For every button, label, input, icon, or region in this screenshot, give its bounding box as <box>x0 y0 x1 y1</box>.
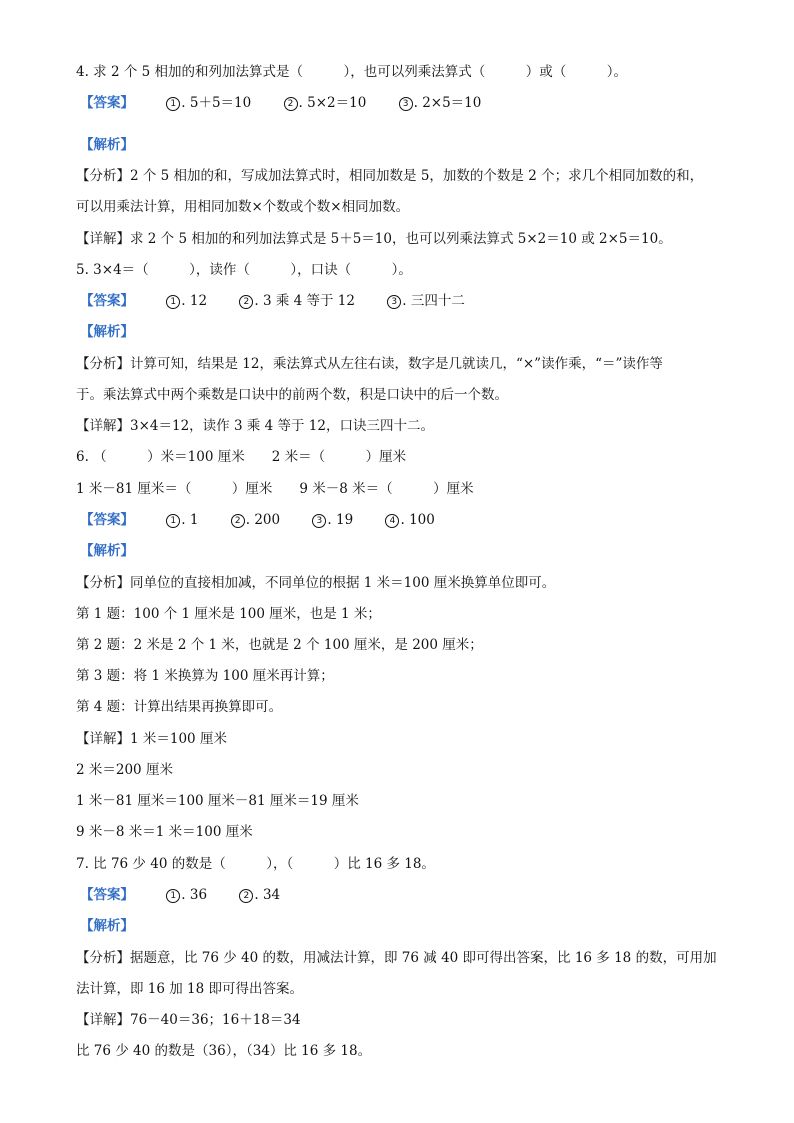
answer-label: 【答案】 <box>80 512 134 528</box>
circled-number: 2 <box>239 889 253 903</box>
detail-line: 【详解】1 米＝100 厘米 <box>76 731 227 747</box>
circled-number: 2 <box>231 514 245 528</box>
analysis-line: 【分析】计算可知，结果是 12，乘法算式从左往右读，数字是几就读几，“×”读作乘，“＝”读作等 <box>76 356 663 372</box>
analysis-line: 第 4 题：计算出结果再换算即可。 <box>76 699 283 715</box>
answer-item: 4 . 100 <box>385 512 434 528</box>
analysis-line: 法计算，即 16 加 18 即可得出答案。 <box>76 981 304 997</box>
answer-item: 2 . 3 乘 4 等于 12 <box>239 293 355 309</box>
answer-item: 2 . 200 <box>231 512 280 528</box>
answer-label: 【答案】 <box>80 95 134 111</box>
question-7-answer <box>76 884 724 906</box>
detail-line: 【详解】求 2 个 5 相加的和列加法算式是 5＋5＝10，也可以列乘法算式 5×2＝10 或 2×5＝10。 <box>76 231 672 247</box>
question-4-stem: 4. 求 2 个 5 相加的和列加法算式是（ ），也可以列乘法算式（ ）或（ ）。 <box>76 64 628 80</box>
circled-number: 1 <box>166 97 180 111</box>
answer-label: 【答案】 <box>80 293 134 309</box>
analysis-line: 【分析】同单位的直接相加减，不同单位的根据 1 米＝100 厘米换算单位即可。 <box>76 575 556 591</box>
circled-number: 2 <box>239 295 253 309</box>
explanation-label: 【解析】 <box>80 918 134 934</box>
analysis-line: 第 1 题：100 个 1 厘米是 100 厘米，也是 1 米； <box>76 606 381 622</box>
answer-item: 2 . 5×2＝10 <box>284 95 367 111</box>
question-6-stem: 1 米－81 厘米＝（ ）厘米 9 米－8 米＝（ ）厘米 <box>76 481 474 497</box>
answer-item: 3 . 19 <box>312 512 353 528</box>
answer-label: 【答案】 <box>80 887 134 903</box>
explanation-label: 【解析】 <box>80 543 134 559</box>
detail-line: 【详解】3×4＝12，读作 3 乘 4 等于 12，口诀三四十二。 <box>76 418 434 434</box>
analysis-line: 第 2 题：2 米是 2 个 1 米，也就是 2 个 100 厘米，是 200 厘米； <box>76 637 483 653</box>
explanation-label: 【解析】 <box>80 137 134 153</box>
circled-number: 2 <box>284 97 298 111</box>
answer-item: 1 . 12 <box>166 293 207 309</box>
circled-number: 1 <box>166 514 180 528</box>
detail-line: 比 76 少 40 的数是（36），（34）比 16 多 18。 <box>76 1043 372 1059</box>
detail-line: 2 米＝200 厘米 <box>76 762 173 778</box>
analysis-line: 第 3 题：将 1 米换算为 100 厘米再计算； <box>76 668 334 684</box>
answer-item: 3 . 三四十二 <box>387 293 465 309</box>
detail-line: 9 米－8 米＝1 米＝100 厘米 <box>76 824 253 840</box>
answer-item: 1 . 36 <box>166 887 207 903</box>
question-5-answer <box>76 290 724 312</box>
analysis-line: 【分析】据题意，比 76 少 40 的数，用减法计算，即 76 减 40 即可得出答案，比 16 多 18 的数，可用加 <box>76 950 717 966</box>
circled-number: 1 <box>166 295 180 309</box>
question-5-stem: 5. 3×4＝（ ），读作（ ），口诀（ ）。 <box>76 262 412 278</box>
question-7-explanation-heading <box>76 915 724 937</box>
question-5-explanation-heading <box>76 321 724 343</box>
circled-number: 3 <box>399 97 413 111</box>
circled-number: 3 <box>312 514 326 528</box>
analysis-line: 于。乘法算式中两个乘数是口诀中的前两个数，积是口诀中的后一个数。 <box>76 387 508 403</box>
circled-number: 3 <box>387 295 401 309</box>
question-4-explanation-heading <box>76 134 724 156</box>
question-4-answer <box>76 92 724 114</box>
explanation-label: 【解析】 <box>80 324 134 340</box>
answer-item: 3 . 2×5＝10 <box>399 95 482 111</box>
answer-item: 2 . 34 <box>239 887 280 903</box>
answer-item: 1 . 1 <box>166 512 198 528</box>
answer-item: 1 . 5＋5＝10 <box>166 95 251 111</box>
question-6-stem: 6. （ ）米＝100 厘米 2 米＝（ ）厘米 <box>76 449 407 465</box>
question-7-stem: 7. 比 76 少 40 的数是（ ），（ ）比 16 多 18。 <box>76 856 435 872</box>
analysis-line: 【分析】2 个 5 相加的和，写成加法算式时，相同加数是 5，加数的个数是 2 个；求几个相同加数的和， <box>76 168 704 184</box>
question-6-answer <box>76 509 724 531</box>
question-6-explanation-heading <box>76 540 724 562</box>
detail-line: 【详解】76－40＝36；16＋18＝34 <box>76 1012 301 1028</box>
circled-number: 1 <box>166 889 180 903</box>
circled-number: 4 <box>385 514 399 528</box>
detail-line: 1 米－81 厘米＝100 厘米－81 厘米＝19 厘米 <box>76 793 359 809</box>
analysis-line: 可以用乘法计算，用相同加数×个数或个数×相同加数。 <box>76 199 410 215</box>
